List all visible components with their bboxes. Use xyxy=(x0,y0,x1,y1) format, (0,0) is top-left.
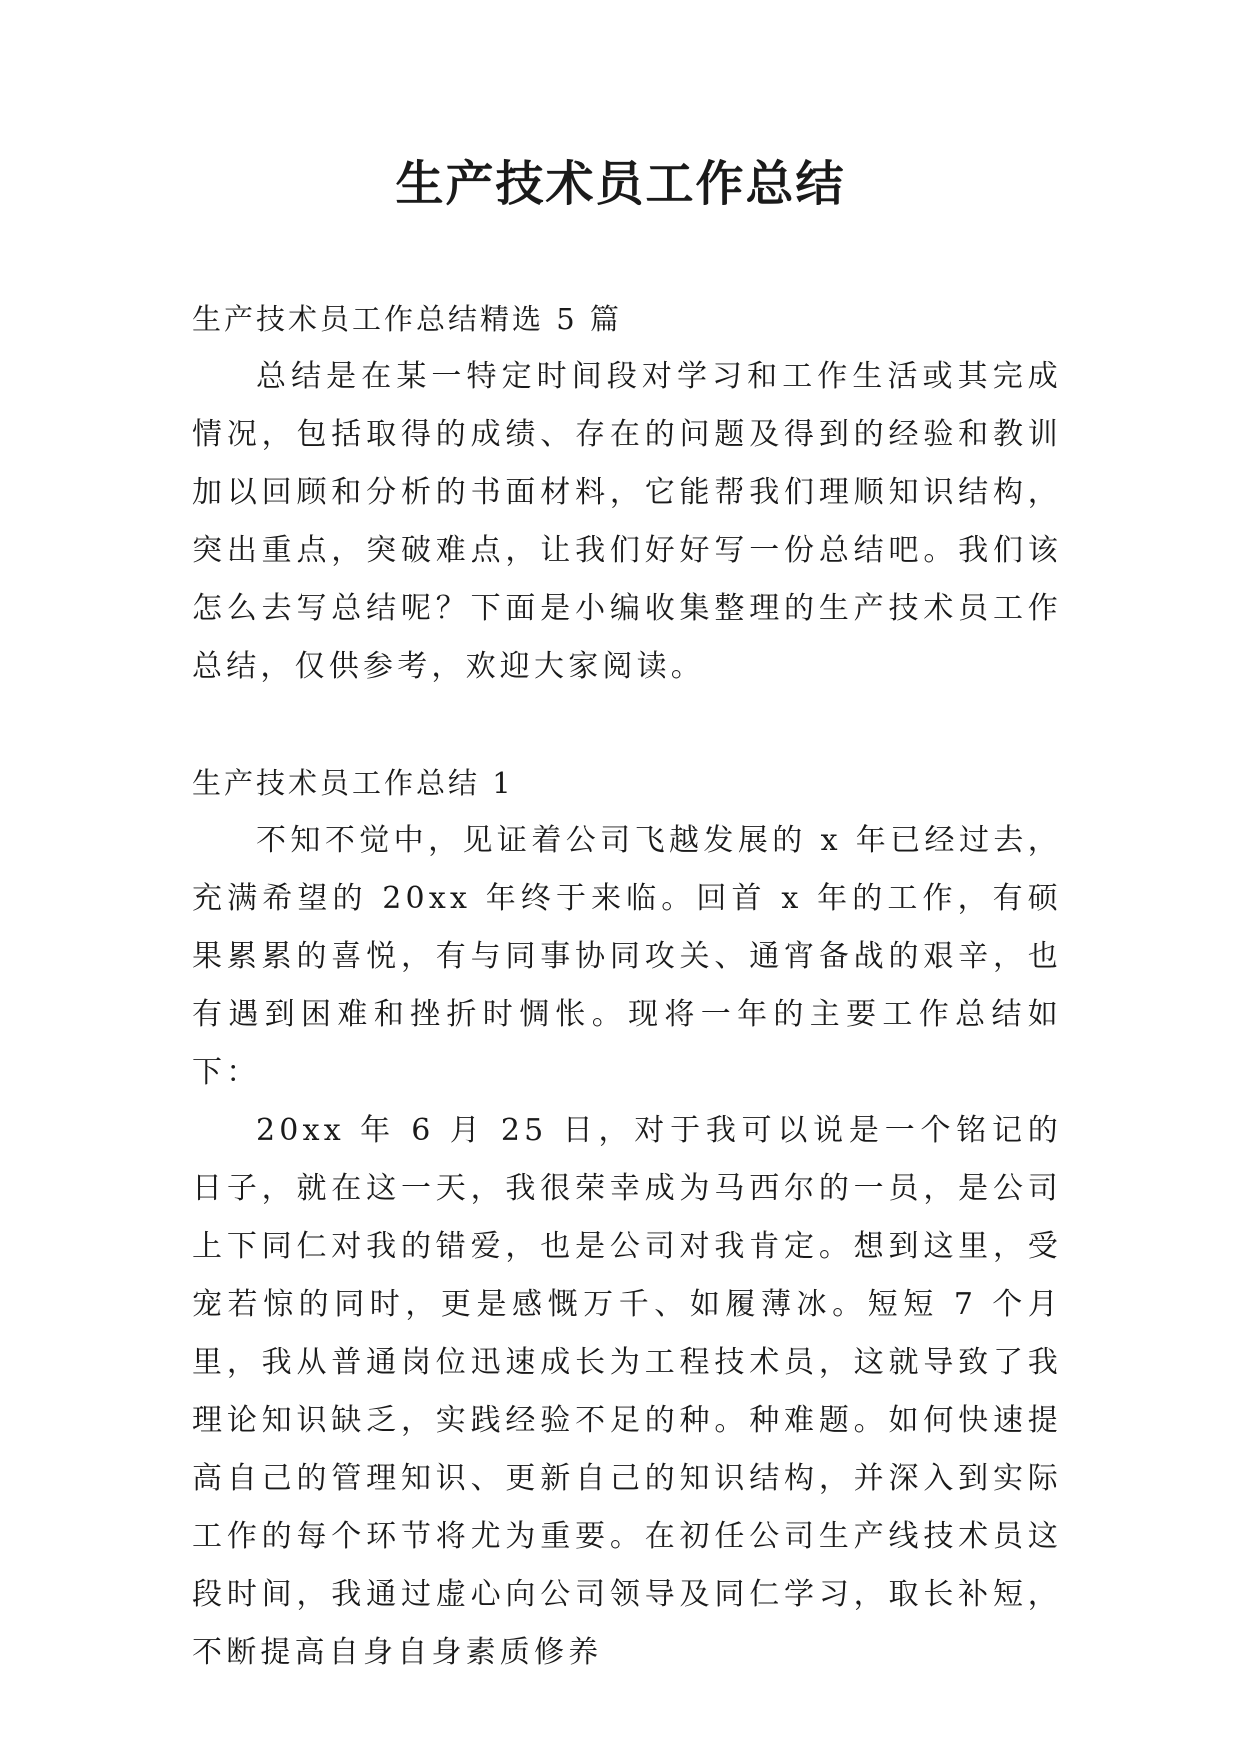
section-1-heading: 生产技术员工作总结 1 xyxy=(192,766,514,800)
document-title: 生产技术员工作总结 xyxy=(395,156,846,212)
section-1-paragraph-1: 不知不觉中，见证着公司飞越发展的 x 年已经过去，充满希望的 20xx 年终于来临。回首 x 年的工作，有硕果累累的喜悦，有与同事协同攻关、通宵备战的艰辛，也有遇到困难和挫折时惆怅。现将一年的主要工作总结如下： xyxy=(192,823,1062,1090)
document-body xyxy=(192,290,1062,1682)
section-spacer xyxy=(192,696,1062,754)
intro-paragraph: 总结是在某一特定时间段对学习和工作生活或其完成情况，包括取得的成绩、存在的问题及得到的经验和教训加以回顾和分析的书面材料，它能帮我们理顺知识结构，突出重点，突破难点，让我们好好写一份总结吧。我们该怎么去写总结呢？下面是小编收集整理的生产技术员工作总结，仅供参考，欢迎大家阅读。 xyxy=(192,359,1062,684)
intro-heading: 生产技术员工作总结精选 5 篇 xyxy=(192,302,622,336)
section-1-paragraph-2: 20xx 年 6 月 25 日，对于我可以说是一个铭记的日子，就在这一天，我很荣幸成为马西尔的一员，是公司上下同仁对我的错爱，也是公司对我肯定。想到这里，受宠若惊的同时，更是感慨万千、如履薄冰。短短 7 个月里，我从普通岗位迅速成长为工程技术员，这就导致了我理论知识缺乏，实践经验不足的种。种难题。如何快速提高自己的管理知识、更新自己的知识结构，并深入到实际工作的每个环节将尤为重要。在初任公司生产线技术员这段时间，我通过虚心向公司领导及同仁学习，取长补短，不断提高自身自身素质修养 xyxy=(192,1113,1062,1670)
